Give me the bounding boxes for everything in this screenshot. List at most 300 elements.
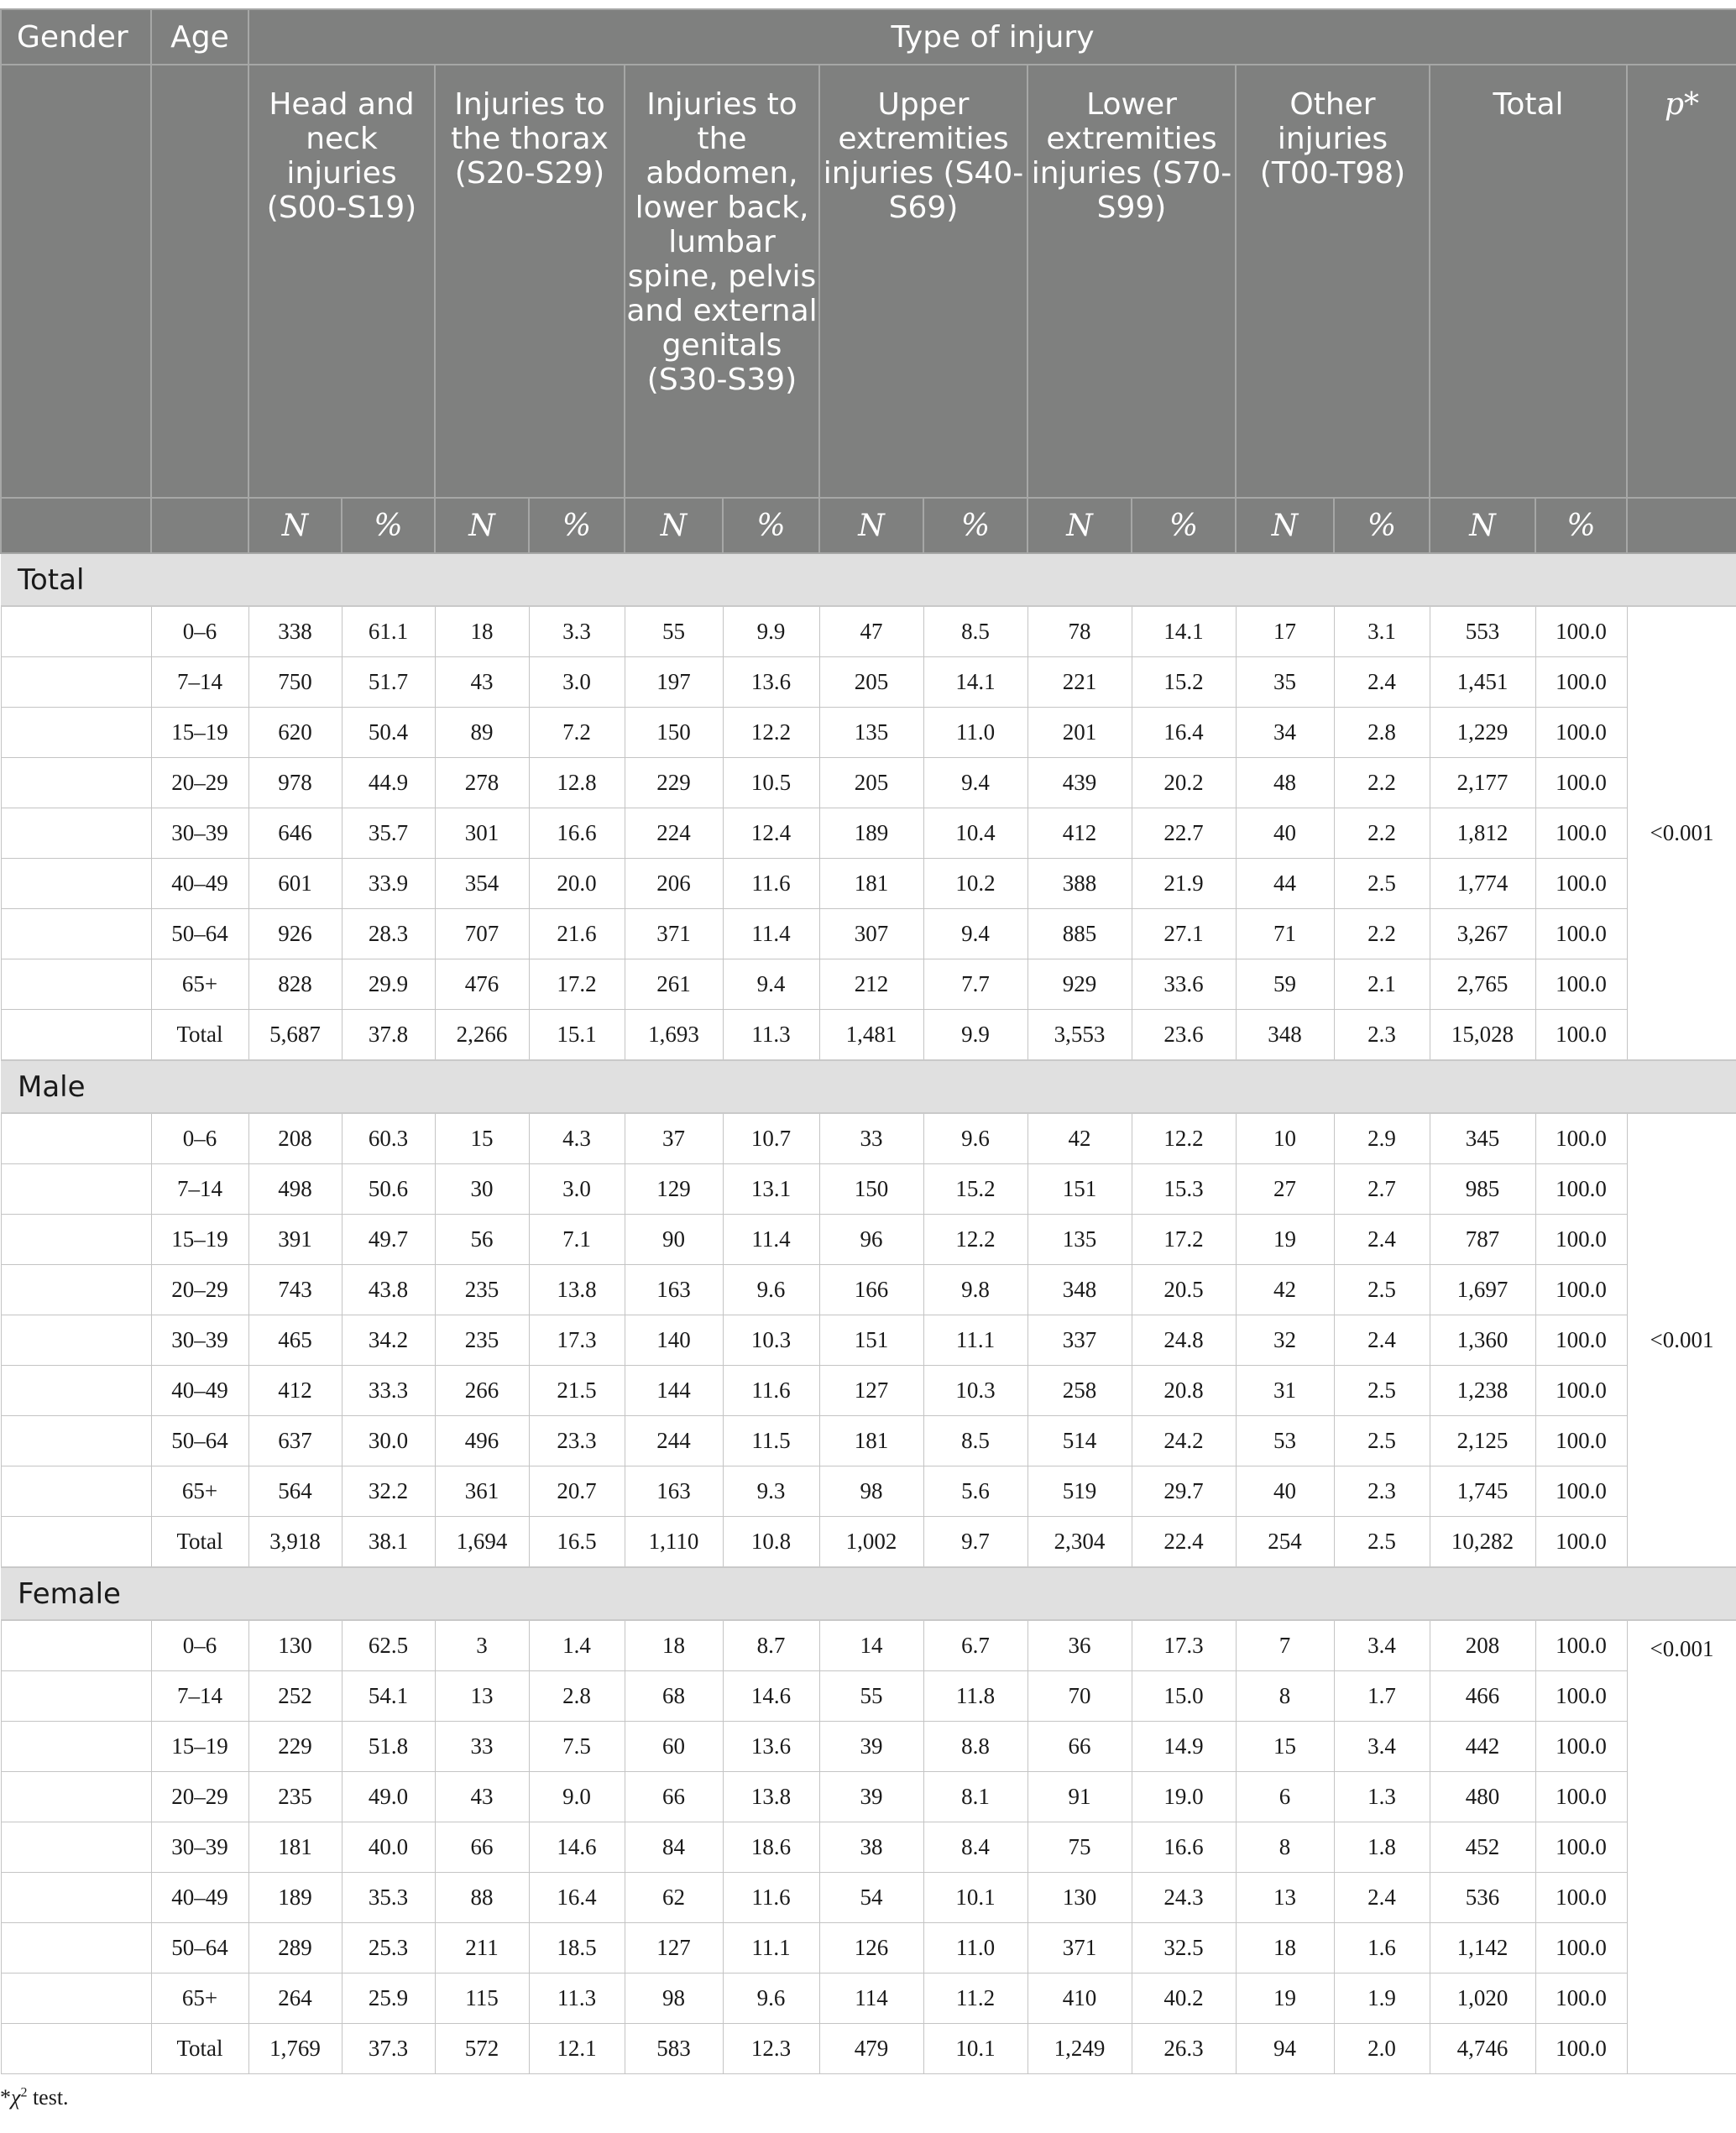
section-label: Total [1,553,1736,606]
age-cell: 50–64 [151,1923,248,1974]
value-cell: 10.3 [923,1366,1027,1416]
value-cell: 926 [248,909,342,959]
value-cell: 9.3 [723,1466,819,1517]
value-cell: 100.0 [1535,708,1627,758]
value-cell: 9.8 [923,1265,1027,1315]
value-cell: 38 [819,1822,923,1873]
value-cell: 1,142 [1430,1923,1535,1974]
value-cell: 479 [819,2024,923,2074]
value-cell: 278 [435,758,529,808]
value-cell: 12.2 [723,708,819,758]
value-cell: 235 [435,1265,529,1315]
value-cell: 100.0 [1535,1517,1627,1568]
value-cell: 43 [435,1772,529,1822]
table-row [1,1517,1736,1568]
value-cell: 361 [435,1466,529,1517]
value-cell: 2.7 [1334,1164,1430,1215]
value-cell: 20.8 [1132,1366,1236,1416]
section-header-row [1,1060,1736,1113]
table-row [1,657,1736,708]
value-cell: 4.3 [529,1113,625,1164]
value-cell: 11.8 [923,1671,1027,1722]
value-cell: 572 [435,2024,529,2074]
value-cell: 9.6 [723,1265,819,1315]
value-cell: 66 [1027,1722,1132,1772]
gender-cell [1,1772,151,1822]
table-row [1,1772,1736,1822]
value-cell: 150 [625,708,723,758]
table-row [1,1722,1736,1772]
age-cell: 20–29 [151,1265,248,1315]
value-cell: 17.3 [529,1315,625,1366]
value-cell: 15.0 [1132,1671,1236,1722]
value-cell: 2.5 [1334,1517,1430,1568]
value-cell: 11.4 [723,909,819,959]
value-cell: 985 [1430,1164,1535,1215]
value-cell: 10,282 [1430,1517,1535,1568]
value-cell: 100.0 [1535,808,1627,859]
value-cell: 12.2 [923,1215,1027,1265]
value-cell: 39 [819,1722,923,1772]
age-cell: Total [151,1517,248,1568]
value-cell: 62.5 [342,1620,435,1671]
value-cell: 224 [625,808,723,859]
value-cell: 229 [625,758,723,808]
gender-cell [1,1366,151,1416]
section-label: Male [1,1060,1736,1113]
value-cell: 15.2 [923,1164,1027,1215]
value-cell: 3,267 [1430,909,1535,959]
value-cell: 10.4 [923,808,1027,859]
value-cell: 15 [1236,1722,1334,1772]
value-cell: 2.4 [1334,1215,1430,1265]
value-cell: 452 [1430,1822,1535,1873]
table-row [1,1873,1736,1923]
value-cell: 354 [435,859,529,909]
injury-table [0,8,1736,2074]
value-cell: 8 [1236,1822,1334,1873]
value-cell: 49.0 [342,1772,435,1822]
gender-cell [1,708,151,758]
value-cell: 2,125 [1430,1416,1535,1466]
value-cell: 1,774 [1430,859,1535,909]
gender-cell [1,1265,151,1315]
value-cell: 18 [625,1620,723,1671]
value-cell: 100.0 [1535,2024,1627,2074]
value-cell: 14.9 [1132,1722,1236,1772]
value-cell: 20.2 [1132,758,1236,808]
header-blank-p [1627,498,1736,553]
age-cell: 15–19 [151,1722,248,1772]
value-cell: 40.2 [1132,1974,1236,2024]
value-cell: 30.0 [342,1416,435,1466]
age-cell: 65+ [151,1466,248,1517]
value-cell: 66 [435,1822,529,1873]
value-cell: 37 [625,1113,723,1164]
value-cell: 62 [625,1873,723,1923]
value-cell: 2,177 [1430,758,1535,808]
n-header: N [819,498,923,553]
value-cell: 206 [625,859,723,909]
value-cell: 289 [248,1923,342,1974]
value-cell: 12.2 [1132,1113,1236,1164]
value-cell: 2,266 [435,1010,529,1061]
value-cell: 14.6 [723,1671,819,1722]
value-cell: 620 [248,708,342,758]
value-cell: 4,746 [1430,2024,1535,2074]
value-cell: 13.8 [529,1265,625,1315]
value-cell: 743 [248,1265,342,1315]
value-cell: 514 [1027,1416,1132,1466]
value-cell: 98 [819,1466,923,1517]
value-cell: 15,028 [1430,1010,1535,1061]
value-cell: 646 [248,808,342,859]
value-cell: 208 [1430,1620,1535,1671]
value-cell: 34.2 [342,1315,435,1366]
value-cell: 410 [1027,1974,1132,2024]
value-cell: 301 [435,808,529,859]
table-body [1,553,1736,2074]
value-cell: 44 [1236,859,1334,909]
value-cell: 466 [1430,1671,1535,1722]
value-cell: 100.0 [1535,1466,1627,1517]
value-cell: 9.6 [923,1113,1027,1164]
section-header-row [1,553,1736,606]
value-cell: 337 [1027,1315,1132,1366]
value-cell: 5.6 [923,1466,1027,1517]
pct-header: % [529,498,625,553]
table-row [1,959,1736,1010]
value-cell: 24.3 [1132,1873,1236,1923]
value-cell: 11.6 [723,1366,819,1416]
value-cell: 35.7 [342,808,435,859]
pct-header: % [1132,498,1236,553]
value-cell: 129 [625,1164,723,1215]
value-cell: 11.2 [923,1974,1027,2024]
value-cell: 25.9 [342,1974,435,2024]
age-cell: 40–49 [151,1873,248,1923]
value-cell: 519 [1027,1466,1132,1517]
value-cell: 2.1 [1334,959,1430,1010]
value-cell: 19 [1236,1974,1334,2024]
table-row [1,1671,1736,1722]
value-cell: 43.8 [342,1265,435,1315]
value-cell: 8.7 [723,1620,819,1671]
table-row [1,1822,1736,1873]
value-cell: 8.5 [923,1416,1027,1466]
value-cell: 8.8 [923,1722,1027,1772]
value-cell: 18 [1236,1923,1334,1974]
value-cell: 33 [819,1113,923,1164]
value-cell: 2.8 [1334,708,1430,758]
value-cell: 35.3 [342,1873,435,1923]
gender-cell [1,1822,151,1873]
value-cell: 1,002 [819,1517,923,1568]
value-cell: 55 [819,1671,923,1722]
value-cell: 2,304 [1027,1517,1132,1568]
p-value-cell: <0.001 [1627,606,1736,1060]
value-cell: 1.4 [529,1620,625,1671]
value-cell: 345 [1430,1113,1535,1164]
value-cell: 10.8 [723,1517,819,1568]
value-cell: 22.7 [1132,808,1236,859]
value-cell: 40 [1236,808,1334,859]
value-cell: 707 [435,909,529,959]
value-cell: 2,765 [1430,959,1535,1010]
gender-cell [1,1466,151,1517]
value-cell: 3.4 [1334,1620,1430,1671]
value-cell: 189 [819,808,923,859]
value-cell: 2.4 [1334,1315,1430,1366]
value-cell: 13.8 [723,1772,819,1822]
value-cell: 11.3 [723,1010,819,1061]
value-cell: 33.6 [1132,959,1236,1010]
value-cell: 14.6 [529,1822,625,1873]
value-cell: 25.3 [342,1923,435,1974]
value-cell: 66 [625,1772,723,1822]
value-cell: 197 [625,657,723,708]
value-cell: 30 [435,1164,529,1215]
gender-cell [1,2024,151,2074]
value-cell: 96 [819,1215,923,1265]
value-cell: 2.5 [1334,1416,1430,1466]
value-cell: 43 [435,657,529,708]
value-cell: 100.0 [1535,1265,1627,1315]
value-cell: 40 [1236,1466,1334,1517]
value-cell: 8.4 [923,1822,1027,1873]
gender-cell [1,808,151,859]
value-cell: 19 [1236,1215,1334,1265]
category-header: Injuries to the thorax (S20-S29) [435,65,625,498]
value-cell: 229 [248,1722,342,1772]
value-cell: 37.8 [342,1010,435,1061]
pct-header: % [923,498,1027,553]
value-cell: 100.0 [1535,606,1627,657]
value-cell: 61.1 [342,606,435,657]
value-cell: 1,693 [625,1010,723,1061]
value-cell: 7.1 [529,1215,625,1265]
value-cell: 20.7 [529,1466,625,1517]
value-cell: 100.0 [1535,1722,1627,1772]
value-cell: 14 [819,1620,923,1671]
value-cell: 9.4 [723,959,819,1010]
value-cell: 885 [1027,909,1132,959]
value-cell: 42 [1027,1113,1132,1164]
value-cell: 32 [1236,1315,1334,1366]
footnote-text: test. [27,2085,69,2109]
value-cell: 9.9 [723,606,819,657]
value-cell: 27.1 [1132,909,1236,959]
value-cell: 10.1 [923,1873,1027,1923]
gender-cell [1,1517,151,1568]
value-cell: 1.6 [1334,1923,1430,1974]
value-cell: 21.5 [529,1366,625,1416]
value-cell: 39 [819,1772,923,1822]
value-cell: 8.1 [923,1772,1027,1822]
gender-cell [1,1164,151,1215]
value-cell: 144 [625,1366,723,1416]
value-cell: 55 [625,606,723,657]
value-cell: 23.3 [529,1416,625,1466]
value-cell: 1,229 [1430,708,1535,758]
age-cell: Total [151,1010,248,1061]
value-cell: 23.6 [1132,1010,1236,1061]
value-cell: 32.2 [342,1466,435,1517]
value-cell: 10.1 [923,2024,1027,2074]
value-cell: 60 [625,1722,723,1772]
value-cell: 307 [819,909,923,959]
value-cell: 8 [1236,1671,1334,1722]
value-cell: 11.0 [923,708,1027,758]
age-cell: 7–14 [151,1164,248,1215]
age-cell: 7–14 [151,1671,248,1722]
value-cell: 100.0 [1535,657,1627,708]
value-cell: 20.0 [529,859,625,909]
value-cell: 15.3 [1132,1164,1236,1215]
value-cell: 100.0 [1535,1620,1627,1671]
value-cell: 100.0 [1535,1215,1627,1265]
n-header: N [1430,498,1535,553]
gender-cell [1,1923,151,1974]
category-header: Lower extremities injuries (S70-S99) [1027,65,1236,498]
value-cell: 388 [1027,859,1132,909]
table-row [1,1113,1736,1164]
table-row [1,1215,1736,1265]
value-cell: 252 [248,1671,342,1722]
value-cell: 15 [435,1113,529,1164]
value-cell: 412 [248,1366,342,1416]
value-cell: 371 [1027,1923,1132,1974]
value-cell: 13 [1236,1873,1334,1923]
gender-cell [1,1215,151,1265]
value-cell: 221 [1027,657,1132,708]
value-cell: 1,110 [625,1517,723,1568]
value-cell: 100.0 [1535,909,1627,959]
value-cell: 20.5 [1132,1265,1236,1315]
table-row [1,808,1736,859]
value-cell: 583 [625,2024,723,2074]
value-cell: 15.2 [1132,657,1236,708]
category-header: Other injuries (T00-T98) [1236,65,1430,498]
value-cell: 100.0 [1535,1164,1627,1215]
value-cell: 100.0 [1535,1416,1627,1466]
p-value-header [1627,65,1736,498]
age-header: Age [151,9,248,65]
value-cell: 115 [435,1974,529,2024]
value-cell: 100.0 [1535,1923,1627,1974]
value-cell: 1,451 [1430,657,1535,708]
value-cell: 100.0 [1535,1822,1627,1873]
value-cell: 1,769 [248,2024,342,2074]
value-cell: 13 [435,1671,529,1722]
pct-header: % [723,498,819,553]
age-cell: 50–64 [151,1416,248,1466]
value-cell: 1.9 [1334,1974,1430,2024]
value-cell: 33 [435,1722,529,1772]
value-cell: 205 [819,657,923,708]
value-cell: 235 [435,1315,529,1366]
value-cell: 181 [248,1822,342,1873]
gender-cell [1,1113,151,1164]
value-cell: 50.6 [342,1164,435,1215]
gender-cell [1,606,151,657]
value-cell: 166 [819,1265,923,1315]
value-cell: 127 [625,1923,723,1974]
value-cell: 14.1 [1132,606,1236,657]
value-cell: 442 [1430,1722,1535,1772]
value-cell: 258 [1027,1366,1132,1416]
value-cell: 7 [1236,1620,1334,1671]
value-cell: 53 [1236,1416,1334,1466]
value-cell: 828 [248,959,342,1010]
age-cell: 0–6 [151,1113,248,1164]
value-cell: 7.2 [529,708,625,758]
table-row [1,606,1736,657]
gender-cell [1,959,151,1010]
age-cell: 0–6 [151,1620,248,1671]
value-cell: 47 [819,606,923,657]
footnote [0,2085,69,2110]
value-cell: 244 [625,1416,723,1466]
value-cell: 70 [1027,1671,1132,1722]
value-cell: 1,481 [819,1010,923,1061]
value-cell: 29.7 [1132,1466,1236,1517]
value-cell: 9.0 [529,1772,625,1822]
value-cell: 100.0 [1535,859,1627,909]
value-cell: 16.6 [529,808,625,859]
value-cell: 205 [819,758,923,808]
gender-cell [1,1722,151,1772]
value-cell: 100.0 [1535,1873,1627,1923]
value-cell: 1,812 [1430,808,1535,859]
value-cell: 348 [1236,1010,1334,1061]
value-cell: 163 [625,1265,723,1315]
value-cell: 51.8 [342,1722,435,1772]
value-cell: 100.0 [1535,1315,1627,1366]
value-cell: 2.3 [1334,1466,1430,1517]
table-row [1,909,1736,959]
age-cell: 65+ [151,959,248,1010]
value-cell: 3.3 [529,606,625,657]
footnote-star: * [0,2085,11,2109]
value-cell: 7.7 [923,959,1027,1010]
value-cell: 50.4 [342,708,435,758]
value-cell: 1,249 [1027,2024,1132,2074]
value-cell: 3,918 [248,1517,342,1568]
n-header: N [625,498,723,553]
value-cell: 391 [248,1215,342,1265]
value-cell: 100.0 [1535,758,1627,808]
value-cell: 18.6 [723,1822,819,1873]
value-cell: 1.8 [1334,1822,1430,1873]
table-row [1,1010,1736,1061]
value-cell: 9.9 [923,1010,1027,1061]
value-cell: 13.6 [723,657,819,708]
value-cell: 140 [625,1315,723,1366]
gender-cell [1,1315,151,1366]
value-cell: 37.3 [342,2024,435,2074]
value-cell: 14.1 [923,657,1027,708]
age-cell: 40–49 [151,859,248,909]
value-cell: 235 [248,1772,342,1822]
value-cell: 7.5 [529,1722,625,1772]
value-cell: 3,553 [1027,1010,1132,1061]
table-row [1,1315,1736,1366]
age-cell: 30–39 [151,808,248,859]
value-cell: 11.6 [723,859,819,909]
table-header [1,9,1736,553]
age-cell: 30–39 [151,1315,248,1366]
